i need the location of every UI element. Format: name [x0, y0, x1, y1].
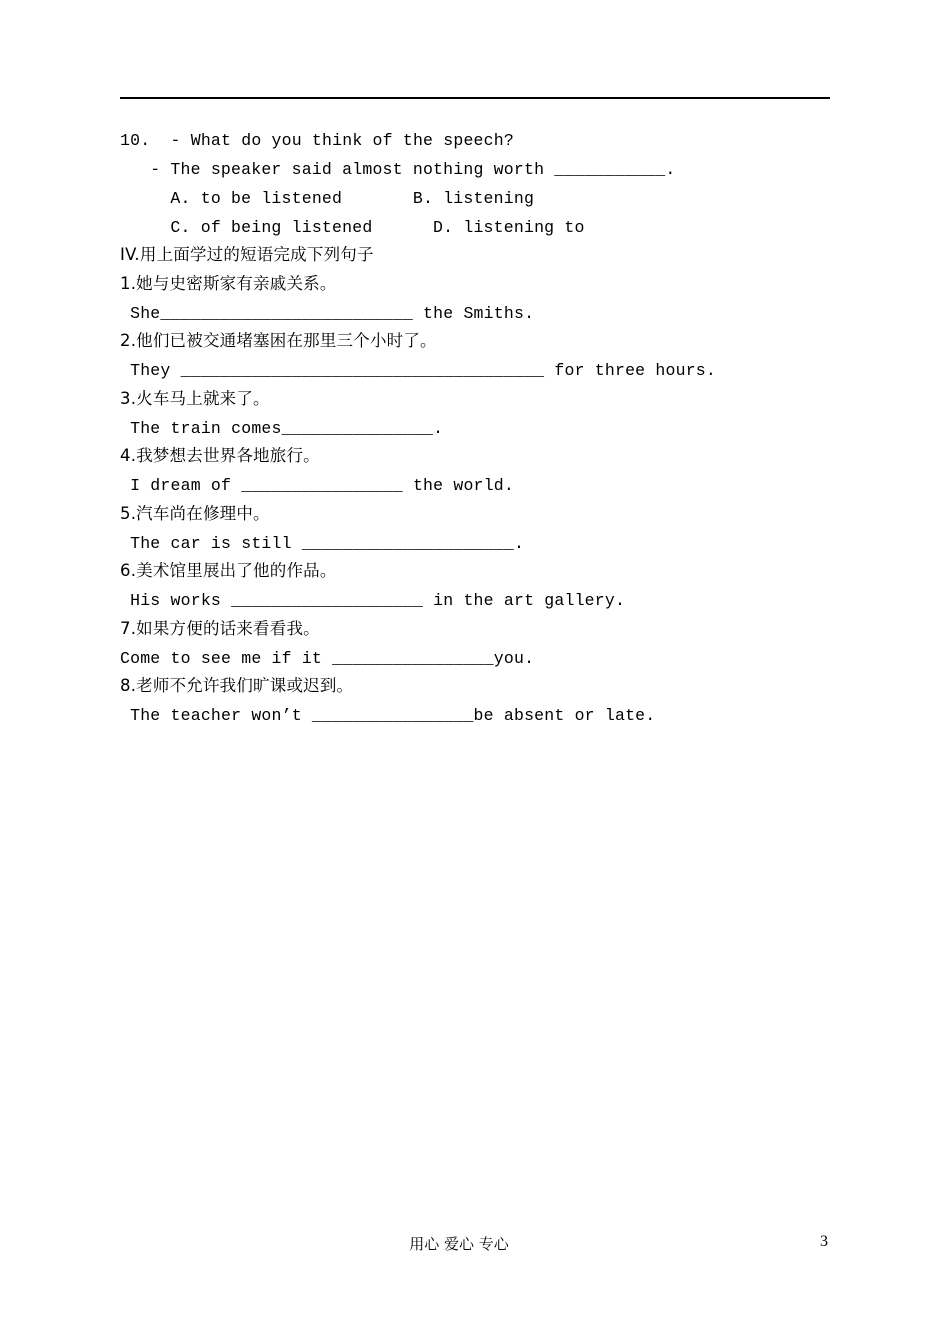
- question-10-stem: 10. - What do you think of the speech?: [120, 131, 514, 150]
- header-rule: [120, 97, 830, 99]
- footer-motto: 用心 爱心 专心: [409, 1235, 509, 1253]
- item-1-english: She_________________________ the Smiths.: [120, 304, 535, 323]
- item-4-chinese: 4.我梦想去世界各地旅行。: [120, 446, 320, 465]
- item-2-chinese: 2.他们已被交通堵塞困在那里三个小时了。: [120, 331, 437, 350]
- item-7-english: Come to see me if it ________________you.: [120, 649, 535, 668]
- item-2-english: They ____________________________________ for three hours.: [120, 361, 716, 380]
- item-1-chinese: 1.她与史密斯家有亲戚关系。: [120, 274, 337, 293]
- question-10-options-row-1: A. to be listened B. listening: [130, 189, 535, 208]
- question-10-options-row-2: C. of being listened D. listening to: [130, 218, 585, 237]
- item-3-chinese: 3.火车马上就来了。: [120, 389, 270, 408]
- section-4-heading: IV.用上面学过的短语完成下列句子: [120, 245, 374, 264]
- item-7-chinese: 7.如果方便的话来看看我。: [120, 619, 320, 638]
- item-3-english: The train comes_______________.: [120, 419, 444, 438]
- item-8-english: The teacher won’t ________________be absent or late.: [120, 706, 656, 725]
- item-8-chinese: 8.老师不允许我们旷课或迟到。: [120, 676, 354, 695]
- question-10-answer-line: - The speaker said almost nothing worth ___________.: [130, 160, 676, 179]
- page-number: 3: [820, 1233, 828, 1250]
- item-4-english: I dream of ________________ the world.: [120, 476, 514, 495]
- item-5-chinese: 5.汽车尚在修理中。: [120, 504, 270, 523]
- item-6-chinese: 6.美术馆里展出了他的作品。: [120, 561, 337, 580]
- item-6-english: His works ___________________ in the art gallery.: [120, 591, 626, 610]
- item-5-english: The car is still _____________________.: [120, 534, 525, 553]
